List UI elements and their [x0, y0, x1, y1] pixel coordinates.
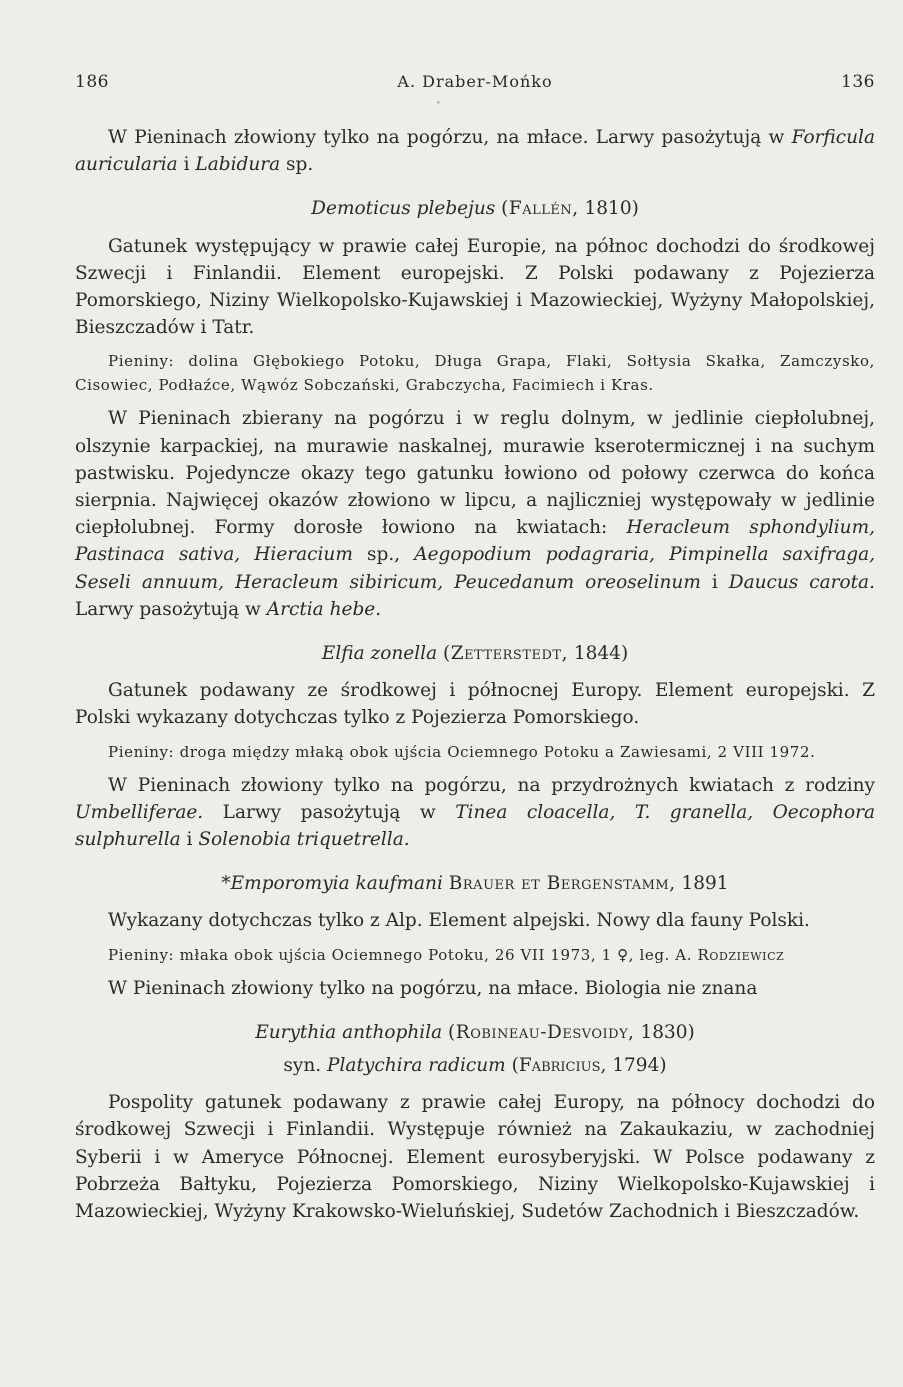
species-heading-emporomyia [75, 870, 875, 897]
synonym-name: Platychira radicum [327, 1055, 506, 1077]
host-names: Tinea cloacella, T. granella, Oecophora sulphurella [75, 801, 875, 851]
text: W Pieninach złowiony tylko na pogórzu, na młace. Larwy pasożytują w [108, 127, 785, 148]
text: Larwy pasożytują w [222, 801, 436, 823]
species-year: 1891 [681, 873, 729, 895]
running-header [75, 72, 875, 92]
locality-demoticus: Pieniny: dolina Głębokiego Potoku, Długa Grapa, Flaki, Sołtysia Skałka, Zamczysko, Cisowiec, Podłaźce, Wąwóz Sobczański, Grabczycha, Facimiech i Kras. [75, 352, 875, 395]
species-year: 1830) [640, 1021, 695, 1043]
text: W Pieninach zbierany na pogórzu i w reglu dolnym, w jedlinie ciepłolubnej, olszynie karpackiej, na murawie naskalnej, murawie kserotermicznej i na suchym pastwisku. Pojedyncze okazy tego gatunku łowiono od połowy czerwca do końca sierpnia. Najwięcej okazów złowiono w lipcu, a najliczniej występowały w jedlinie ciepłolubnej. Formy dorosłe łowiono na kwiatach: [75, 408, 875, 539]
plant-names: Heracleum sphondylium, Pastinaca sativa, Hieracium [75, 517, 875, 566]
plant-names: Aegopodium podagraria, Pimpinella saxifraga, Seseli annuum, Heracleum sibiricum, Peucedanum oreoselinum [75, 544, 875, 593]
paragraph-distribution-elfia: Gatunek podawany ze środkowej i północnej Europy. Element europejski. Z Polski wykazany dotychczas tylko z Pojezierza Pomorskiego. [75, 680, 875, 729]
paragraph-distribution-emporomyia: Wykazany dotychczas tylko z Alp. Element alpejski. Nowy dla fauny Polski. [108, 910, 810, 932]
species-author: (Zetterstedt, [443, 643, 568, 665]
collector-name: Rodziewicz [697, 945, 785, 964]
species-name: Eurythia anthophila [255, 1021, 443, 1043]
text: sp., [367, 544, 401, 566]
synonym-author: (Fabricius, [511, 1055, 607, 1077]
species-year: 1810) [584, 198, 639, 220]
species-author: (Fallén, [501, 198, 579, 220]
text: W Pieninach złowiony tylko na pogórzu, na przydrożnych kwiatach z rodziny [108, 774, 875, 796]
host-name: Solenobia triquetrella. [198, 829, 410, 851]
species-heading-elfia [75, 640, 875, 667]
locality-elfia: Pieniny: droga między młaką obok ujścia Ociemnego Potoku a Zawiesami, 2 VIII 1972. [108, 742, 816, 761]
species-name: Demoticus plebejus [311, 198, 496, 220]
family-name: Umbelliferae. [75, 801, 204, 823]
paragraph-distribution-demoticus: Gatunek występujący w prawie całej Europie, na północ dochodzi do środkowej Szwecji i Finlandii. Element europejski. Z Polski podawany z Pojezierza Pomorskiego, Niziny Wielkopolsko-Kujawskiej i Mazowieckiej, Wyżyny Małopolskiej, Bieszczadów i Tatr. [75, 235, 875, 339]
scan-mark: ˅ [436, 102, 441, 112]
taxon: Labidura [195, 154, 281, 176]
paragraph-ecology-emporomyia: W Pieninach złowiony tylko na pogórzu, na młace. Biologia nie znana [108, 977, 758, 999]
paragraph-ecology-elfia [75, 772, 875, 854]
text: i [186, 829, 193, 851]
text: i [183, 154, 190, 176]
species-name: Elfia zonella [321, 643, 438, 665]
page-number-right: 136 [841, 72, 875, 92]
synonym-line [75, 1052, 875, 1079]
new-record-asterisk: * [221, 873, 231, 895]
host-name: Arctia hebe. [266, 598, 382, 620]
paragraph-distribution-eurythia: Pospolity gatunek podawany z prawie całej Europy, na północy dochodzi do środkowej Szwecji i Finlandii. Występuje również na Zakaukaziu, w zachodniej Syberii i w Ameryce Północnej. Element eurosyberyjski. W Polsce podawany z Pobrzeża Bałtyku, Pojezierza Pomorskiego, Niziny Wielkopolsko-Kujawskiej i Mazowieckiej, Wyżyny Krakowsko-Wieluńskiej, Sudetów Zachodnich i Bieszczadów. [75, 1092, 875, 1223]
locality-emporomyia [75, 943, 875, 967]
paragraph-ecology-demoticus [75, 405, 875, 623]
text: Pieniny: młaka obok ujścia Ociemnego Potoku, 26 VII 1973, 1 ♀, leg. A. [108, 945, 693, 964]
running-author: A. Draber-Mońko [397, 72, 553, 91]
species-year: 1844) [573, 643, 629, 665]
text: i [711, 571, 718, 593]
species-author: Brauer et Bergenstamm, [448, 873, 676, 895]
taxon: Forficula auricularia [75, 127, 875, 176]
page-number-left: 186 [75, 72, 109, 92]
page-body [75, 124, 875, 1225]
plant-names: Daucus carota. [728, 571, 875, 593]
species-author: (Robineau-Desvoidy, [448, 1021, 635, 1043]
species-name: Emporomyia kaufmani [230, 873, 443, 895]
species-heading-eurythia [75, 1019, 875, 1046]
synonym-label: syn. [283, 1055, 322, 1077]
text: sp. [286, 154, 314, 176]
text: Larwy pasożytują w [75, 598, 261, 620]
paragraph-forficula [75, 124, 875, 178]
synonym-year: 1794) [612, 1055, 667, 1077]
species-heading-demoticus [75, 195, 875, 222]
